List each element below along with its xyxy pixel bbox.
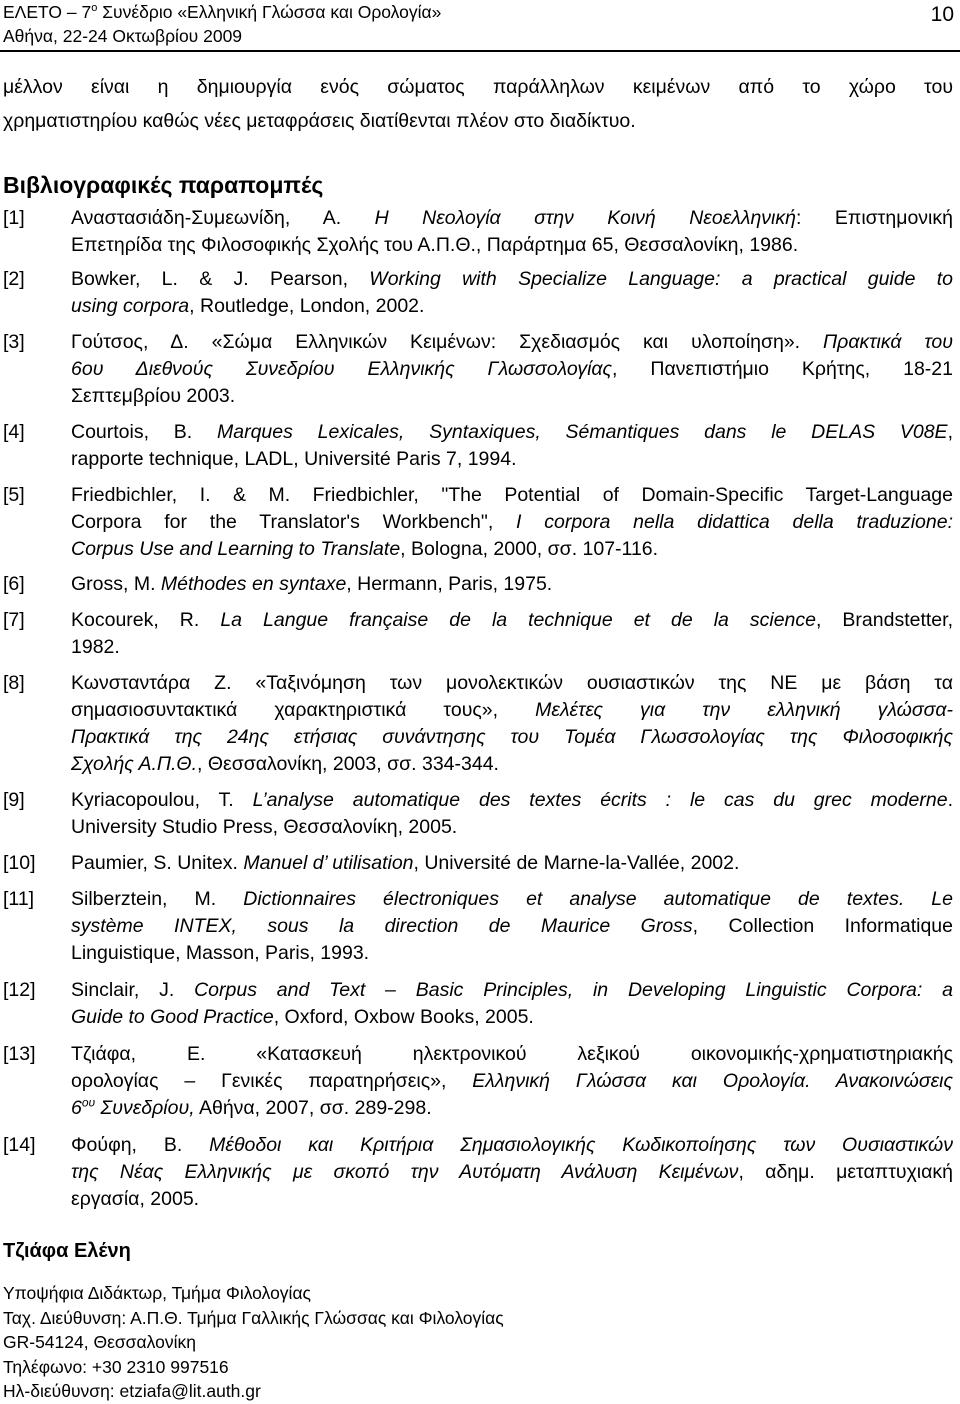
reference-item [3, 850, 953, 877]
reference-segment: Συνεδρίου, [95, 1097, 195, 1119]
reference-segment: : Επιστημονική [795, 207, 953, 229]
reference-line [71, 850, 953, 877]
reference-segment: 6ου Διεθνούς Συνεδρίου Ελληνικής Γλωσσολογίας [71, 358, 613, 380]
reference-segment: Αναστασιάδη-Συμεωνίδη, Α. [71, 207, 375, 229]
reference-line [71, 1159, 953, 1186]
reference-number: [11] [3, 888, 35, 910]
reference-line [71, 482, 953, 509]
reference-segment: Γούτσος, Δ. «Σώμα Ελληνικών Κειμένων: Σχεδιασμός και υλοποίηση». [71, 331, 824, 353]
reference-segment: 1982. [71, 636, 120, 658]
reference-item [3, 886, 953, 967]
reference-line [71, 383, 953, 410]
reference-segment: Bowker, L. & J. Pearson, [71, 268, 370, 290]
reference-segment: , Πανεπιστήμιο Κρήτης, 18-21 [612, 358, 953, 380]
reference-item [3, 607, 953, 661]
header-divider [0, 50, 960, 52]
reference-line [71, 536, 953, 563]
reference-segment: University Studio Press, Θεσσαλονίκη, 2005. [71, 816, 458, 838]
reference-segment: Silberztein, M. [71, 888, 244, 910]
reference-segment: Working with Specialize Language: a practical guide to [369, 268, 954, 290]
reference-segment: Friedbichler, I. & M. Friedbichler, "The Potential of Domain-Specific Target-Language [71, 484, 953, 506]
reference-line [71, 1041, 953, 1068]
reference-segment: Ελληνική Γλώσσα και Ορολογία. Ανακοινώσεις [472, 1070, 953, 1092]
reference-number: [12] [3, 979, 36, 1001]
reference-line [71, 446, 953, 473]
reference-segment: . [947, 789, 953, 811]
reference-line [71, 724, 953, 751]
reference-segment: Manuel d’ utilisation [243, 852, 414, 874]
reference-number: [9] [3, 789, 25, 811]
reference-line [71, 571, 953, 598]
reference-segment: Linguistique, Masson, Paris, 1993. [71, 942, 370, 964]
reference-line [71, 940, 953, 967]
reference-text [71, 1041, 953, 1122]
reference-segment: using corpora [71, 295, 190, 317]
reference-line [71, 751, 953, 778]
reference-item [3, 787, 953, 841]
reference-line [71, 913, 953, 940]
reference-line [71, 1132, 953, 1159]
reference-segment: Dictionnaires électroniques et analyse automatique de textes. Le [243, 888, 953, 910]
reference-line [71, 607, 953, 634]
reference-text [71, 329, 953, 410]
reference-number: [4] [3, 421, 25, 443]
reference-segment: Σχολής Α.Π.Θ. [71, 753, 198, 775]
reference-line [71, 886, 953, 913]
reference-line [71, 1095, 953, 1122]
running-header [3, 0, 441, 48]
reference-line [71, 787, 953, 814]
reference-segment: La Langue française de la technique et de la science [220, 609, 816, 631]
reference-line [71, 1068, 953, 1095]
conference-location-date: Αθήνα, 22-24 Οκτωβρίου 2009 [3, 26, 243, 46]
reference-segment: σημασιοσυντακτικά χαρακτηριστικά τους», [71, 699, 536, 721]
reference-segment: Kocourek, R. [71, 609, 221, 631]
reference-line [71, 419, 953, 446]
page-number: 10 [930, 3, 954, 26]
reference-line [71, 977, 953, 1004]
reference-segment: Αθήνα, 2007, σσ. 289-298. [194, 1097, 432, 1119]
reference-number: [8] [3, 672, 25, 694]
intro-paragraph [3, 70, 953, 138]
reference-segment: Sinclair, J. [71, 979, 195, 1001]
reference-item [3, 205, 953, 259]
reference-segment: ορολογίας – Γενικές παρατηρήσεις», [71, 1070, 473, 1092]
reference-segment: ου [81, 1095, 96, 1110]
reference-line [71, 1186, 953, 1213]
reference-segment: L’analyse automatique des textes écrits : le cas du grec moderne [252, 789, 948, 811]
reference-segment: , Brandstetter, [816, 609, 953, 631]
reference-segment: Σεπτεμβρίου 2003. [71, 385, 236, 407]
author-postal-address: Ταχ. Διεύθυνση: Α.Π.Θ. Τμήμα Γαλλικής Γλώσσας και Φιλολογίας [3, 1307, 504, 1328]
author-address [3, 1281, 504, 1404]
reference-item [3, 482, 953, 563]
reference-segment: Marques Lexicales, Syntaxiques, Sémantiques dans le DELAS V08E [217, 421, 948, 443]
reference-item [3, 419, 953, 473]
reference-line [71, 293, 953, 320]
reference-line [71, 356, 953, 383]
reference-segment: Corpus and Text – Basic Principles, in Developing Linguistic Corpora: a [194, 979, 953, 1001]
reference-item [3, 266, 953, 320]
reference-item [3, 670, 953, 778]
reference-item [3, 1041, 953, 1122]
reference-segment: Courtois, B. [71, 421, 217, 443]
reference-text [71, 482, 953, 563]
reference-list [3, 205, 953, 1213]
reference-segment: rapporte technique, LADL, Université Paris 7, 1994. [71, 448, 517, 470]
reference-segment: Corpora for the Translator's Workbench", [71, 511, 517, 533]
reference-segment: Κωνσταντάρα Ζ. «Ταξινόμηση των μονολεκτικών ουσιαστικών της ΝΕ με βάση τα [71, 672, 953, 694]
reference-number: [3] [3, 331, 25, 353]
reference-text [71, 419, 953, 473]
reference-text [71, 850, 953, 877]
reference-number: [14] [3, 1134, 36, 1156]
reference-line [71, 232, 953, 259]
reference-text [71, 607, 953, 661]
reference-text [71, 886, 953, 967]
reference-number: [1] [3, 207, 25, 229]
reference-line [71, 670, 953, 697]
reference-segment: Méthodes en syntaxe [160, 573, 347, 595]
reference-segment: 6 [71, 1097, 82, 1119]
reference-number: [13] [3, 1043, 36, 1065]
reference-text [71, 670, 953, 778]
reference-item [3, 977, 953, 1031]
reference-number: [2] [3, 268, 25, 290]
reference-segment: , Θεσσαλονίκη, 2003, σσ. 334-344. [197, 753, 499, 775]
reference-text [71, 266, 953, 320]
reference-segment: Πρακτικά της 24ης ετήσιας συνάντησης του Τομέα Γλωσσολογίας της Φιλοσοφικής [71, 726, 953, 748]
reference-segment: Paumier, S. Unitex. [71, 852, 244, 874]
author-city: GR-54124, Θεσσαλονίκη [3, 1332, 196, 1352]
reference-segment: , Collection Informatique [692, 915, 953, 937]
reference-segment: , Oxford, Oxbow Books, 2005. [273, 1006, 534, 1028]
reference-text [71, 787, 953, 841]
reference-text [71, 977, 953, 1031]
reference-number: [7] [3, 609, 25, 631]
reference-number: [6] [3, 573, 25, 595]
reference-segment: Kyriacopoulou, T. [71, 789, 253, 811]
reference-number: [10] [3, 852, 36, 874]
reference-line [71, 1004, 953, 1031]
reference-segment: Μελέτες για την ελληνική γλώσσα- [535, 699, 953, 721]
reference-item [3, 329, 953, 410]
reference-text [71, 571, 953, 598]
reference-segment: Επετηρίδα της Φιλοσοφικής Σχολής του Α.Π.Θ., Παράρτημα 65, Θεσσαλονίκη, 1986. [71, 234, 799, 256]
reference-segment: , αδημ. μεταπτυχιακή [738, 1161, 954, 1183]
reference-segment: Μέθοδοι και Κριτήρια Σημασιολογικής Κωδικοποίησης των Ουσιαστικών [209, 1134, 953, 1156]
reference-segment: Corpus Use and Learning to Translate [71, 538, 401, 560]
reference-segment: , Hermann, Paris, 1975. [346, 573, 553, 595]
reference-segment: Gross, M. [71, 573, 161, 595]
reference-segment: système INTEX, sous la direction de Maurice Gross [71, 915, 693, 937]
reference-line [71, 509, 953, 536]
reference-segment: Η Νεολογία στην Κοινή Νεοελληνική [374, 207, 796, 229]
reference-line [71, 697, 953, 724]
intro-line: μέλλον είναι η δημιουργία ενός σώματος παράλληλων κειμένων από το χώρο του [3, 76, 953, 98]
author-email[interactable]: Ηλ-διεύθυνση: etziafa@lit.auth.gr [3, 1381, 261, 1401]
reference-line [71, 205, 953, 232]
reference-line [71, 814, 953, 841]
reference-segment: , Bologna, 2000, σσ. 107-116. [400, 538, 659, 560]
reference-line [71, 329, 953, 356]
bibliography-heading: Βιβλιογραφικές παραπομπές [3, 172, 324, 198]
reference-segment: της Νέας Ελληνικής με σκοπό την Αυτόματη Ανάλυση Κειμένων [71, 1161, 739, 1183]
reference-segment: εργασία, 2005. [71, 1188, 200, 1210]
author-block [3, 1240, 504, 1404]
conference-title: ΕΛΕΤΟ – $7^o$ Συνέδριο «Ελληνική Γλώσσα και Ορολογία» [3, 2, 442, 22]
author-name: Τζιάφα Ελένη [3, 1240, 131, 1262]
reference-segment: , [947, 421, 953, 443]
reference-text [71, 205, 953, 259]
reference-segment: , Université de Marne-la-Vallée, 2002. [413, 852, 740, 874]
reference-segment: I corpora nella didattica della traduzione: [516, 511, 953, 533]
intro-line: χρηματιστηρίου καθώς νέες μεταφράσεις διατίθενται πλέον στο διαδίκτυο. [3, 110, 636, 132]
reference-number: [5] [3, 484, 25, 506]
reference-segment: , Routledge, London, 2002. [189, 295, 425, 317]
reference-segment: Φούφη, Β. [71, 1134, 210, 1156]
reference-text [71, 1132, 953, 1213]
reference-segment: Πρακτικά του [823, 331, 954, 353]
author-affiliation: Υποψήφια Διδάκτωρ, Τμήμα Φιλολογίας [3, 1283, 311, 1303]
reference-item [3, 1132, 953, 1213]
reference-line [71, 266, 953, 293]
reference-segment: Τζιάφα, Ε. «Κατασκευή ηλεκτρονικού λεξικού οικονομικής-χρηματιστηριακής [71, 1043, 953, 1065]
reference-segment: Guide to Good Practice [71, 1006, 274, 1028]
reference-line [71, 634, 953, 661]
reference-item [3, 571, 953, 598]
author-phone: Τηλέφωνο: +30 2310 997516 [3, 1356, 229, 1377]
